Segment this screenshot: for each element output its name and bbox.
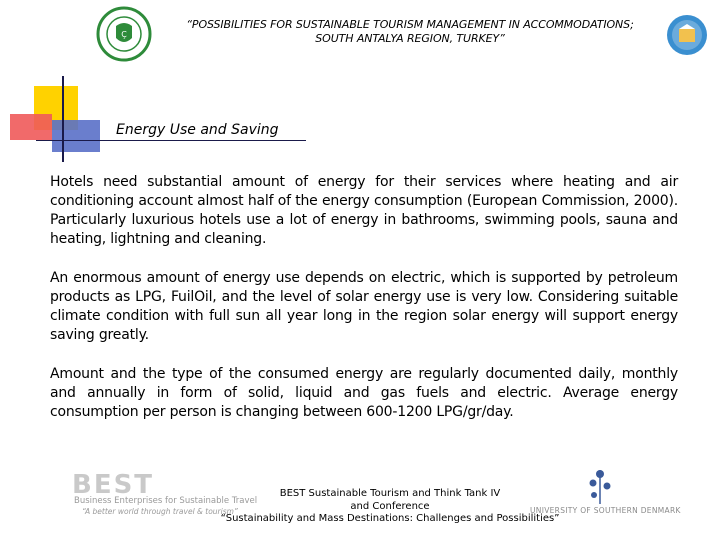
paragraph-electric-energy: An enormous amount of energy use depends on electric, which is supported by petroleum products as LPG, FuilOil, and the level of solar energy use is very low. Considering suitable climate condition with full sun all year long in the region solar energy will support energy saving greatly. bbox=[50, 270, 678, 343]
sdu-logo bbox=[530, 466, 680, 522]
title-line-2: SOUTH ANTALYA REGION, TURKEY” bbox=[315, 32, 505, 45]
decorative-red-rect bbox=[10, 114, 52, 140]
footer-line-2: and Conference bbox=[350, 500, 430, 512]
paragraph-energy-documentation: Amount and the type of the consumed energy are regularly documented daily, monthly and annually in form of solid, liquid and gas fuels and electric. Average energy consumption per person is changing between 600-1200 LPG/gr/day. bbox=[50, 366, 678, 420]
decorative-blue-rect bbox=[52, 120, 100, 152]
paragraph-hotel-energy: Hotels need substantial amount of energy for their services where heating and air conditioning account almost half of the energy consumption (European Commission, 2000). Particularly luxurious hotels use a lot of energy in bathrooms, swimming pools, sauna and heating, lightning and cleaning. bbox=[50, 174, 678, 247]
best-logo-slogan: “A better world through travel & tourism” bbox=[82, 507, 238, 516]
sdu-logo-mark-icon bbox=[530, 466, 680, 506]
svg-text:Ç: Ç bbox=[121, 30, 127, 39]
decorative-horizontal-line bbox=[36, 140, 306, 141]
best-logo-word: BEST bbox=[72, 470, 155, 500]
sdu-logo-text: UNIVERSITY OF SOUTHERN DENMARK bbox=[530, 506, 681, 515]
footer-line-3: “Sustainability and Mass Destinations: Challenges and Possibilities” bbox=[220, 513, 560, 524]
decorative-vertical-line bbox=[62, 76, 64, 162]
faculty-logo bbox=[666, 14, 708, 56]
university-seal-logo bbox=[96, 6, 152, 62]
best-logo-subtitle: Business Enterprises for Sustainable Travel bbox=[74, 496, 258, 506]
presentation-title bbox=[160, 18, 660, 46]
section-title: Energy Use and Saving bbox=[116, 122, 279, 138]
title-line-1: “POSSIBILITIES FOR SUSTAINABLE TOURISM MANAGEMENT IN ACCOMMODATIONS; bbox=[186, 18, 634, 31]
footer-line-1: BEST Sustainable Tourism and Think Tank IV bbox=[279, 488, 501, 499]
